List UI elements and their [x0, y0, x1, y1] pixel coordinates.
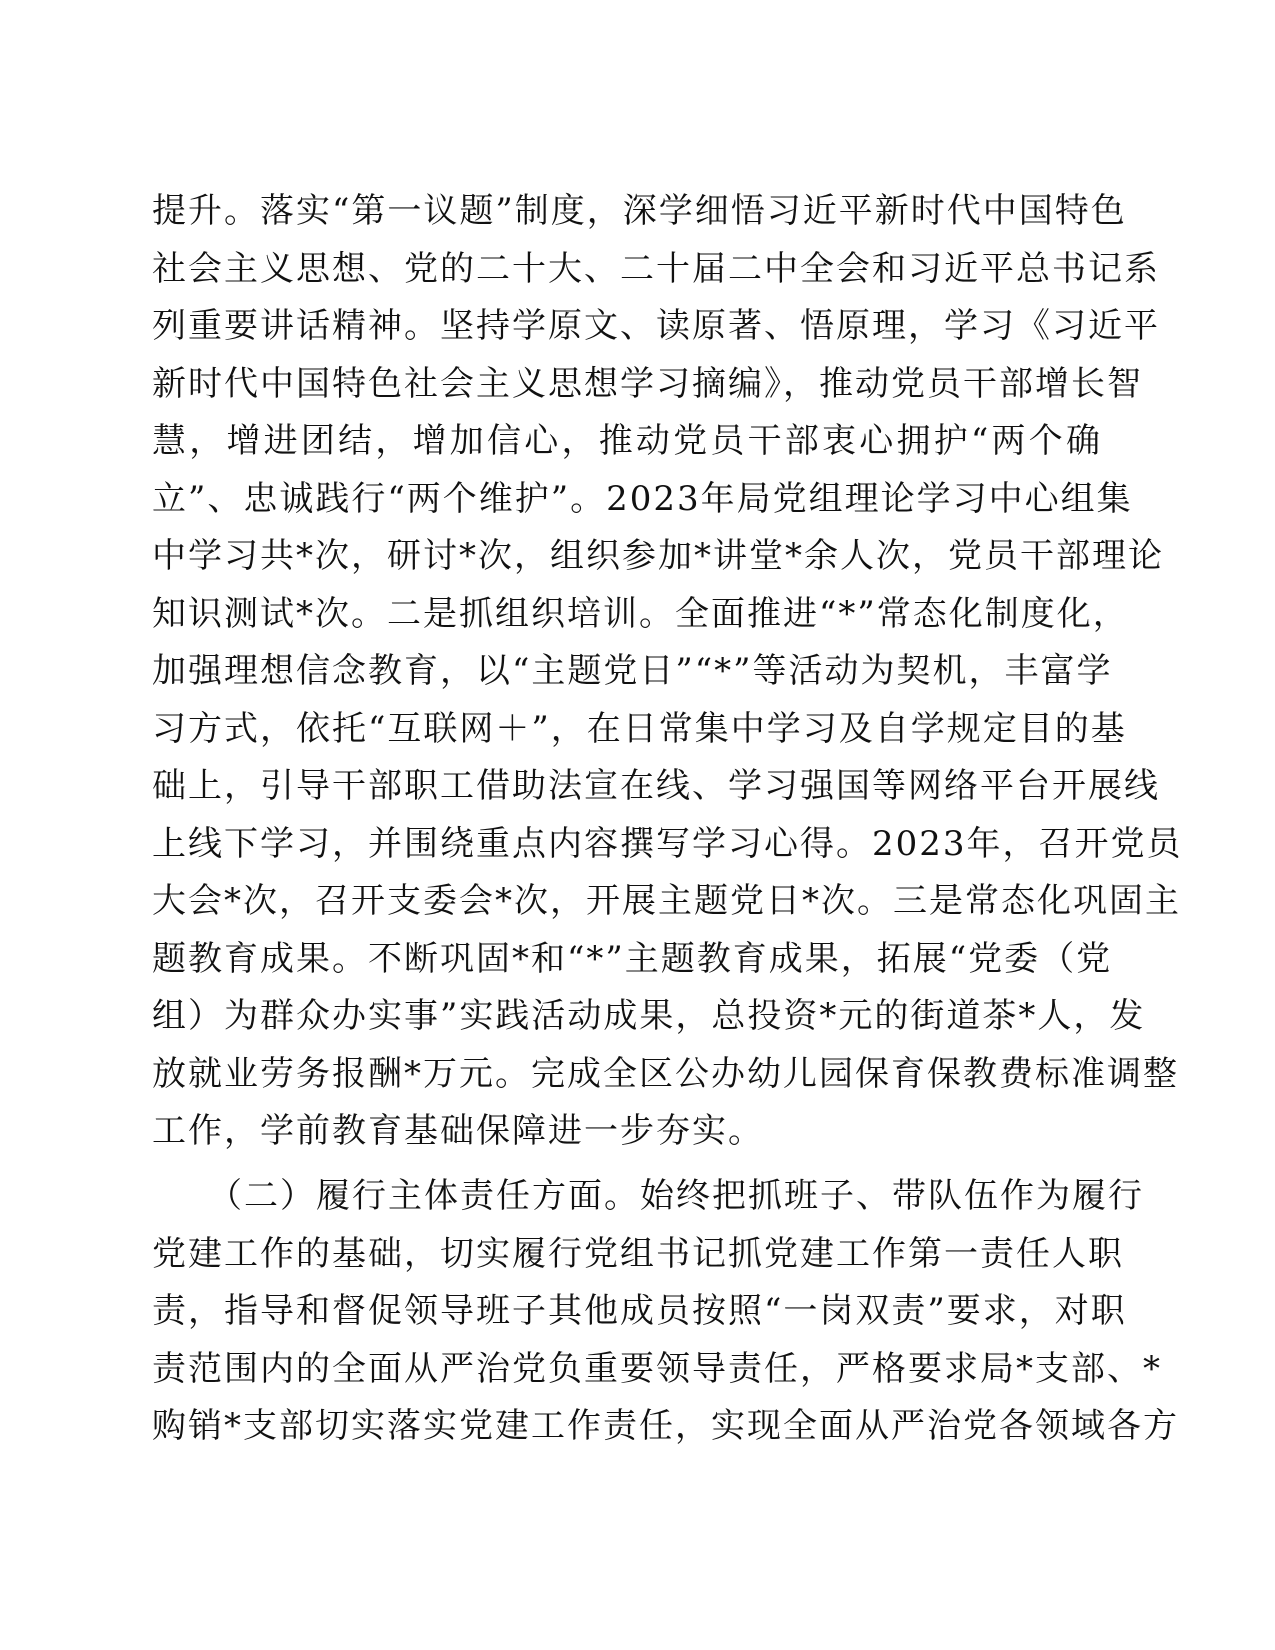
text-line: 慧，增进团结，增加信心，推动党员干部衷心拥护“两个确	[152, 421, 1102, 461]
text-line: 加强理想信念教育，以“主题党日”“*”等活动为契机，丰富学	[152, 651, 1113, 691]
text-line: 提升。落实“第一议题”制度，深学细悟习近平新时代中国特色	[152, 191, 1127, 231]
text-line: 党建工作的基础，切实履行党组书记抓党建工作第一责任人职	[152, 1233, 1124, 1274]
text-line: 责范围内的全面从严治党负重要领导责任，严格要求局*支部、*	[152, 1348, 1162, 1389]
text-line: 社会主义思想、党的二十大、二十届二中全会和习近平总书记系	[152, 248, 1160, 289]
text-line: 新时代中国特色社会主义思想学习摘编》，推动党员干部增长智	[152, 363, 1143, 404]
text-line: 组）为群众办实事”实践活动成果，总投资*元的街道茶*人，发	[152, 996, 1146, 1036]
text-line: 购销*支部切实落实党建工作责任，实现全面从严治党各领域各方	[152, 1406, 1179, 1446]
text-line: 责，指导和督促领导班子其他成员按照“一岗双责”要求，对职	[152, 1291, 1127, 1331]
text-line: 大会*次，召开支委会*次，开展主题党日*次。三是常态化巩固主	[152, 881, 1181, 921]
text-line: 础上，引导干部职工借助法宣在线、学习强国等网络平台开展线	[152, 766, 1160, 806]
text-line: 题教育成果。不断巩固*和“*”主题教育成果，拓展“党委（党	[152, 938, 1113, 979]
text-line: 习方式，依托“互联网＋”，在日常集中学习及自学规定目的基	[152, 708, 1127, 749]
text-line: 上线下学习，并围绕重点内容撰写学习心得。2023年，召开党员	[152, 823, 1183, 864]
text-line: 列重要讲话精神。坚持学原文、读原著、悟原理，学习《习近平	[152, 306, 1160, 346]
text-line: 工作，学前教育基础保障进一步夯实。	[152, 1111, 764, 1151]
section-two-paragraph	[152, 1168, 1179, 1456]
text-line: 放就业劳务报酬*万元。完成全区公办幼儿园保育保教费标准调整	[152, 1053, 1179, 1094]
text-line: 知识测试*次。二是抓组织培训。全面推进“*”常态化制度化，	[152, 593, 1129, 634]
text-line: 立”、忠诚践行“两个维护”。2023年局党组理论学习中心组集	[152, 478, 1133, 519]
section-heading-line: （二）履行主体责任方面。始终把抓班子、带队伍作为履行	[208, 1176, 1144, 1216]
paragraph-continued	[152, 183, 1183, 1161]
text-line: 中学习共*次，研讨*次，组织参加*讲堂*余人次，党员干部理论	[152, 536, 1164, 576]
